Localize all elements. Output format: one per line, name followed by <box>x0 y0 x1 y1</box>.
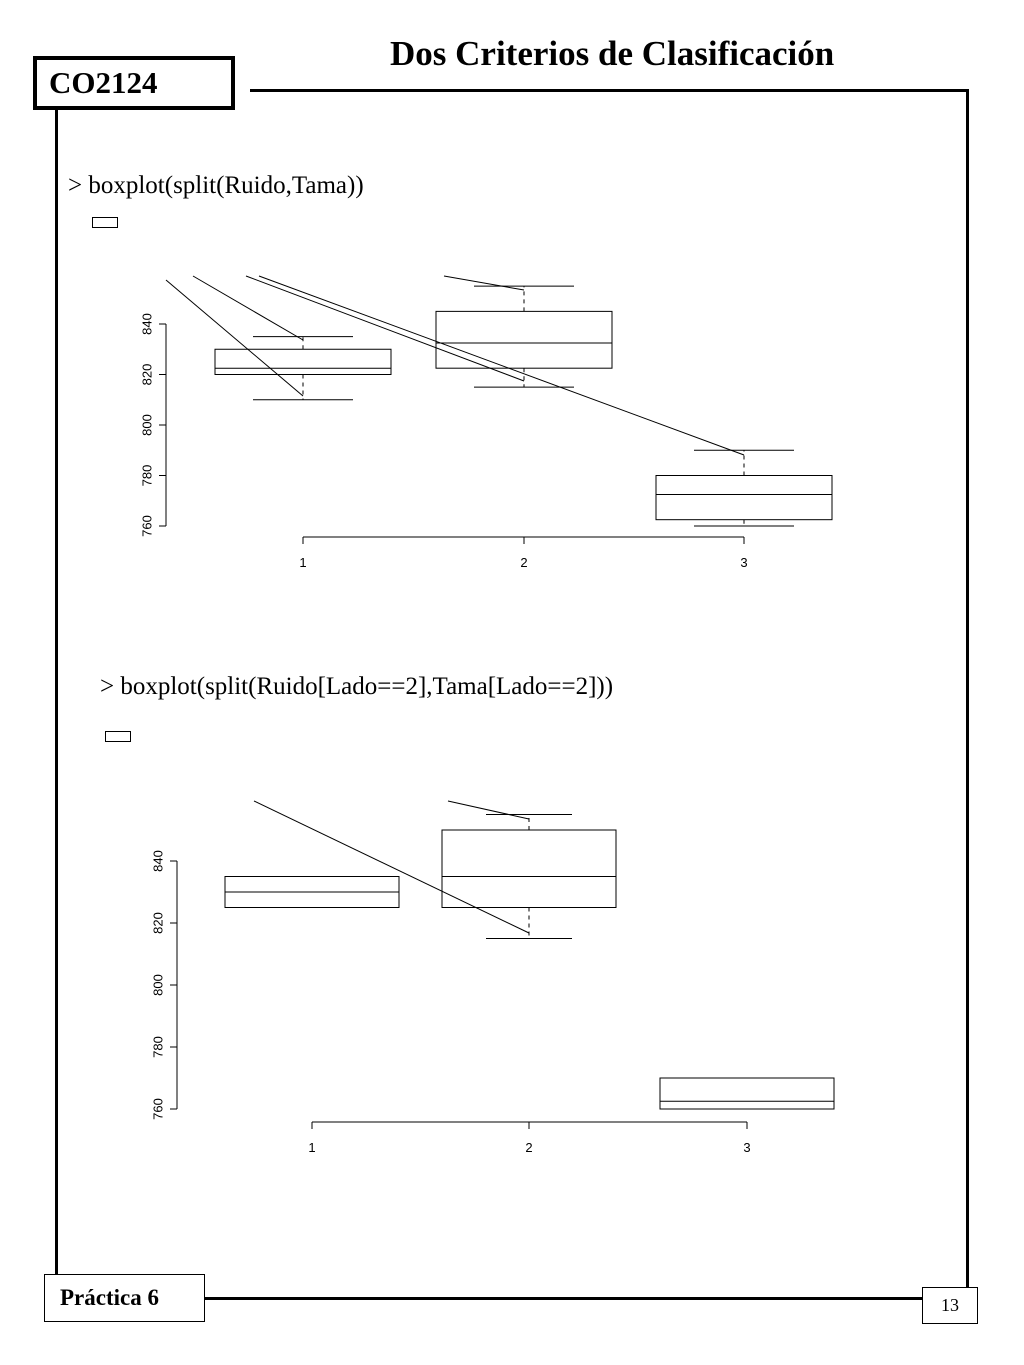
box-2 <box>436 286 612 387</box>
practice-label: Práctica 6 <box>60 1285 159 1310</box>
artifact-line <box>444 276 524 290</box>
y-tick-label-780: 780 <box>139 464 155 487</box>
boxplot-2 <box>150 801 834 1155</box>
practice-label-box <box>44 1274 205 1322</box>
course-code: CO2124 <box>49 65 158 100</box>
y-tick-label-840: 840 <box>139 313 155 335</box>
y-tick-label-820: 820 <box>150 912 166 934</box>
artifact-line <box>193 276 303 340</box>
y-tick-label-800: 800 <box>150 974 166 996</box>
artifact-line <box>448 801 529 819</box>
box-3 <box>656 450 832 526</box>
page-title: Dos Criterios de Clasificación <box>390 34 835 73</box>
box-body <box>442 830 616 908</box>
y-tick-label-800: 800 <box>139 414 155 436</box>
artifact-line <box>246 276 524 381</box>
box-2 <box>442 815 616 939</box>
x-tick-label-1: 1 <box>299 555 307 570</box>
box-body <box>660 1078 834 1109</box>
box-1 <box>215 337 391 400</box>
command-1: > boxplot(split(Ruido,Tama)) <box>68 172 364 199</box>
command-2: > boxplot(split(Ruido[Lado==2],Tama[Lado==2])) <box>100 673 614 700</box>
y-tick-label-820: 820 <box>139 363 155 386</box>
box-1 <box>225 877 399 908</box>
box-body <box>215 349 391 374</box>
box-body <box>656 476 832 520</box>
x-tick-label-2: 2 <box>520 555 528 570</box>
boxplot-1 <box>139 276 832 570</box>
page-number: 13 <box>922 1287 978 1324</box>
artifact-line <box>166 280 303 396</box>
artifact-line <box>254 801 529 933</box>
y-tick-label-840: 840 <box>150 850 166 872</box>
x-tick-label-1: 1 <box>308 1140 316 1155</box>
x-tick-label-3: 3 <box>743 1140 751 1155</box>
box-body <box>436 311 612 368</box>
y-tick-label-780: 780 <box>150 1036 166 1058</box>
y-tick-label-760: 760 <box>139 515 155 537</box>
x-tick-label-2: 2 <box>525 1140 533 1155</box>
box-3 <box>660 1078 834 1109</box>
artifact-line <box>259 276 744 455</box>
y-tick-label-760: 760 <box>150 1098 166 1120</box>
x-tick-label-3: 3 <box>740 555 748 570</box>
